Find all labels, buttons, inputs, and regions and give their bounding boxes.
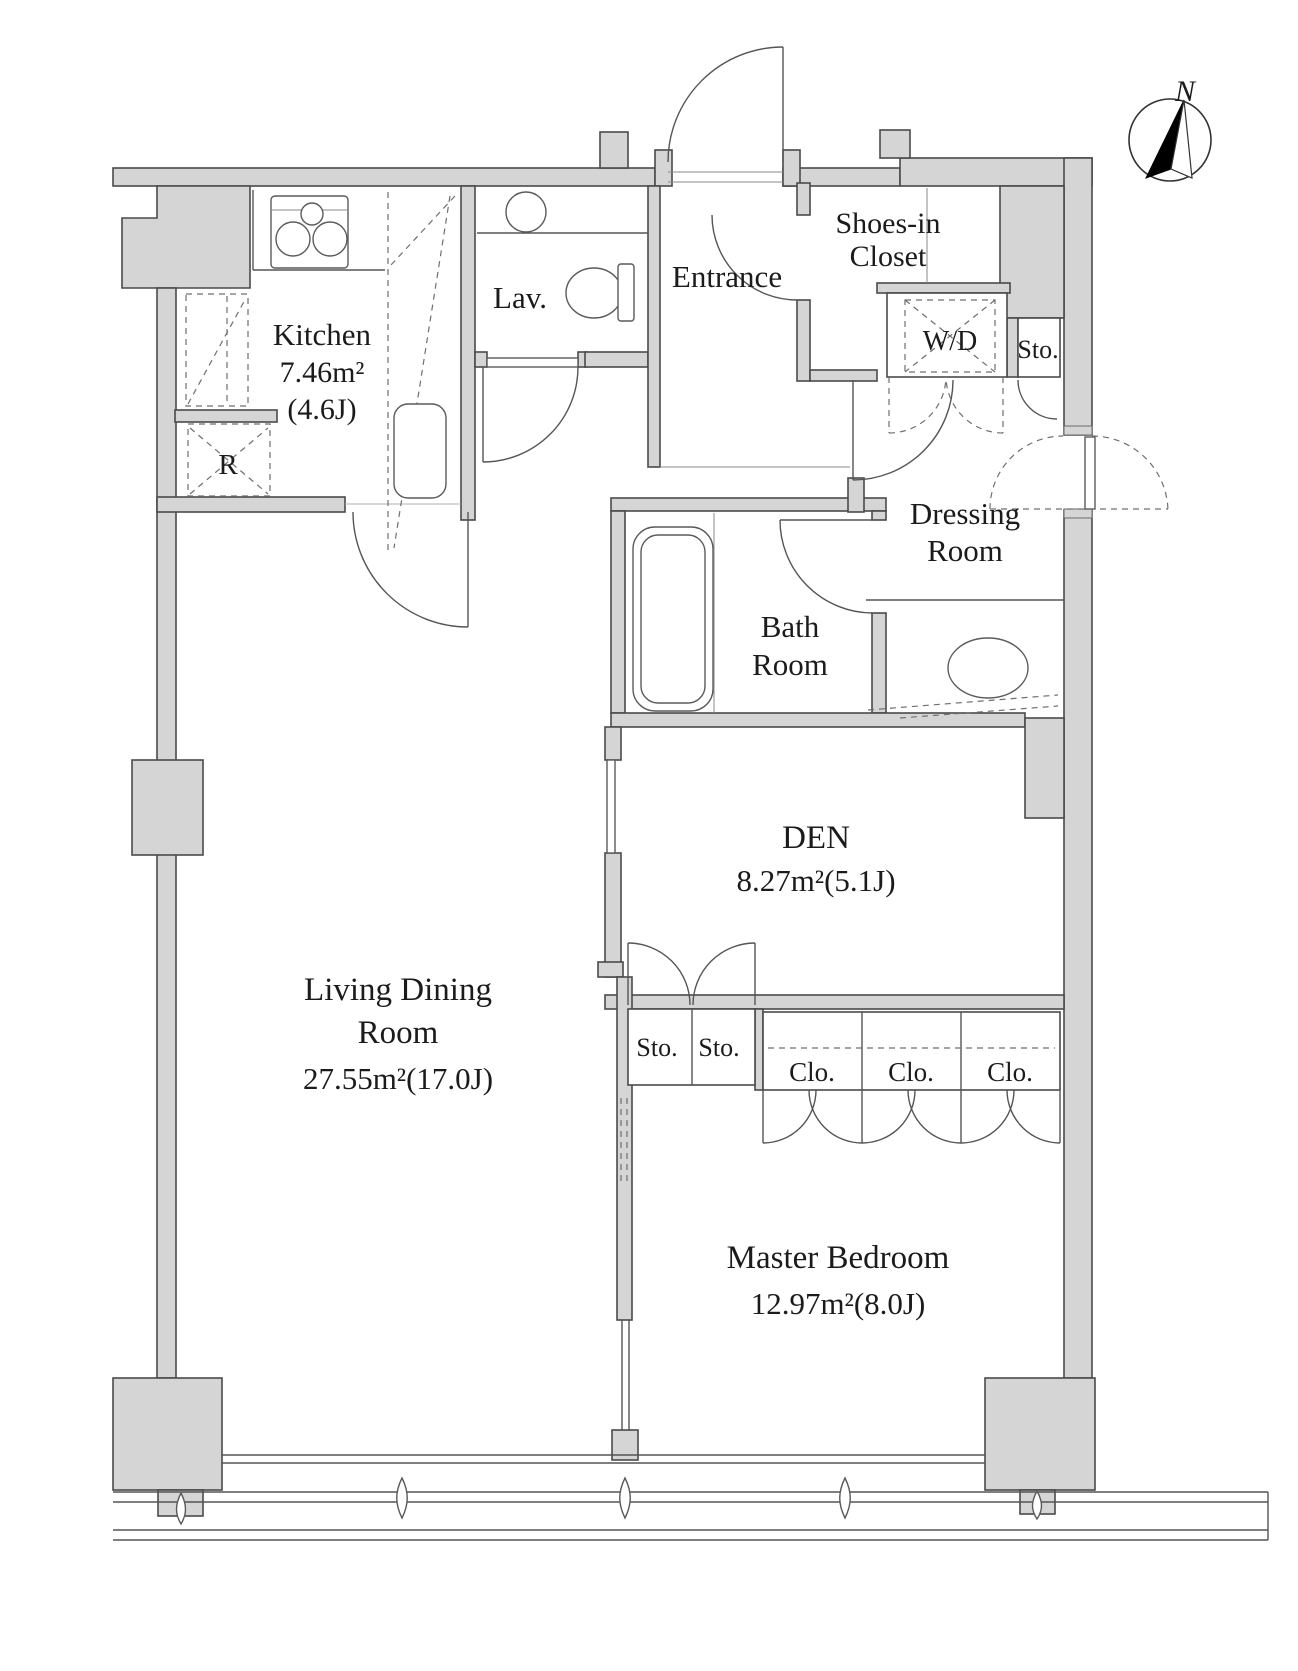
den-sliding-door-icon [607, 760, 615, 853]
washer-dryer-doors-icon [889, 377, 1003, 433]
window-slider-mark [620, 1478, 631, 1518]
column-bottom-right [985, 1378, 1095, 1490]
living-area: 27.55m²(17.0J) [302, 1061, 494, 1096]
lavatory-door-icon [483, 367, 578, 462]
shoes-closet-label-1: Shoes-in [835, 207, 941, 240]
dressing-label-1: Dressing [909, 496, 1021, 531]
living-label-1: Living Dining [304, 972, 492, 1008]
storage2-label: Sto. [698, 1033, 740, 1062]
closet3-label: Clo. [987, 1057, 1033, 1087]
hall-storage-label: Sto. [1017, 335, 1059, 364]
entrance-door-icon [668, 47, 783, 182]
lavatory-sink-icon [477, 192, 648, 233]
washer-dryer-label: W/D [922, 326, 978, 357]
window-slider-mark [397, 1478, 408, 1518]
den-area: 8.27m²(5.1J) [736, 863, 896, 898]
entrance-label: Entrance [671, 259, 783, 294]
bath-label-2: Room [752, 647, 828, 682]
kitchen-label: Kitchen [272, 317, 372, 352]
compass-north-label: N [1174, 75, 1196, 108]
refrigerator-label: R [218, 449, 238, 481]
kitchen-counter [388, 192, 455, 553]
shoes-closet-label-2: Closet [849, 240, 927, 273]
stove-icon [253, 190, 385, 270]
bath-label-1: Bath [760, 609, 820, 644]
closet-doors-icon [763, 1090, 1060, 1143]
hall-storage-door-icon [1018, 380, 1057, 419]
bath-door-icon [780, 520, 872, 613]
window-slider-mark [840, 1478, 851, 1518]
kitchen-door-icon [345, 504, 468, 627]
dressing-label-2: Room [927, 533, 1003, 568]
compass-icon [1129, 99, 1211, 181]
living-label-2: Room [357, 1015, 439, 1051]
column-left [132, 760, 203, 855]
den-label: DEN [782, 820, 850, 856]
washbasin-icon [866, 600, 1064, 718]
kitchen-area-jo: (4.6J) [287, 393, 357, 426]
bathtub-icon [633, 513, 714, 713]
closet2-label: Clo. [888, 1057, 934, 1087]
storage1-label: Sto. [636, 1033, 678, 1062]
kitchen-area: 7.46m² [279, 356, 365, 389]
closet1-label: Clo. [789, 1057, 835, 1087]
pantry-cabinet-icon [186, 294, 248, 406]
column-bottom-left [113, 1378, 222, 1490]
bedroom-area: 12.97m²(8.0J) [750, 1286, 926, 1321]
toilet-icon [566, 264, 634, 321]
dressing-door-icon [853, 380, 953, 480]
bedroom-label: Master Bedroom [726, 1240, 950, 1276]
lavatory-label: Lav. [493, 280, 547, 315]
kitchen-sink-icon [394, 404, 446, 498]
